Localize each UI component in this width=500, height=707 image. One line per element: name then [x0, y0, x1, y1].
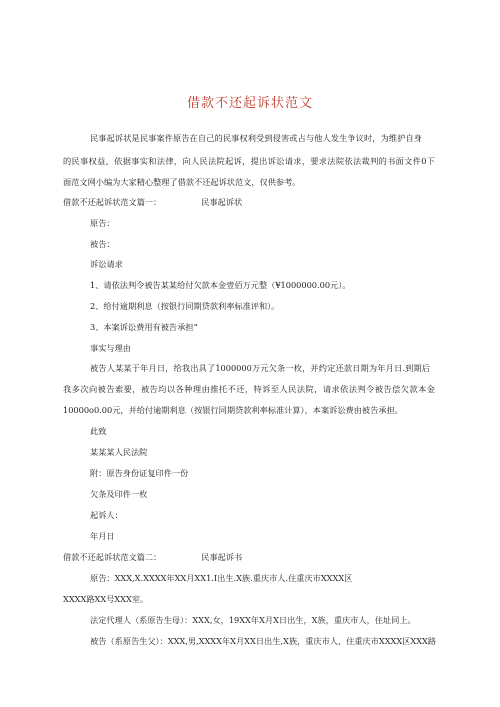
sample2-plaintiff-line-2: XXXX路XX号XXX室。 [63, 594, 149, 604]
sample2-agent: 法定代理人（系原告生母）：XXX,女，19XX年X月X日出生，X族，重庆市人，住址同上。 [90, 615, 416, 625]
sample1-closing: 此致 [90, 426, 107, 436]
sample1-heading-row [63, 197, 242, 207]
sample1-claims-heading: 诉讼请求 [90, 259, 123, 269]
sample2-doc-title: 民事起诉书 [201, 552, 243, 562]
sample1-attachment-2: 欠条及印件一枚 [90, 489, 148, 499]
intro-line-3: 面范文网小编为大家精心整理了借款不还起诉状范文，仅供参考。 [63, 177, 301, 187]
sample1-plaintiff: 原告： [90, 218, 115, 228]
sample2-heading-row [63, 552, 242, 562]
document-title: 借款不还起诉状范文 [186, 96, 313, 111]
sample1-claim-2: 2、给付逾期利息（按银行同期贷款利率标准评和）。 [90, 301, 280, 311]
sample1-court: 某某某人民法院 [90, 447, 148, 457]
sample2-heading: 借款不还起诉状范文篇二： [63, 552, 162, 562]
sample1-facts-heading: 事实与理由 [90, 343, 131, 353]
sample1-attachment-1: 附：原告身份证复印件一份 [90, 468, 189, 478]
sample1-defendant: 被告： [90, 239, 115, 249]
sample1-claim-3: 3、本案诉讼费用有被告承担“ [90, 322, 198, 332]
sample1-facts-line-1: 被告人某某于年月日，给我出具了1000000万元欠条一枚，并约定还款日期为年月日.到期后 [90, 363, 430, 373]
sample1-heading: 借款不还起诉状范文篇一： [63, 197, 162, 207]
sample1-date: 年月日 [90, 531, 115, 541]
sample1-doc-title: 民事起诉状 [201, 197, 243, 207]
sample2-defendant: 被告（系原告生父）：XXX,男,XXXX年X月XX日出生,X族，重庆市人，住重庆市XXXX区XXX路 [90, 636, 437, 646]
sample1-claim-1: 1、请依法判令被告某某给付欠款本金壹佰万元整（¥1000000.00元）。 [90, 280, 351, 290]
sample1-facts-line-3: 10000o0.00元，并给付逾期利息（按银行同期贷款利率标准计算），本案诉讼费由被告承担。 [63, 405, 403, 415]
sample1-facts-line-2: 我多次向被告索要，被告均以各种理由推托不还，特诉至人民法院，请求依法判令被告偿欠款本金 [63, 384, 435, 394]
intro-line-1: 民事起诉状是民事案件原告在自己的民事权利受到侵害或占与他人发生争议时，为维护自身 [90, 133, 422, 143]
sample2-plaintiff-line-1: 原告：XXX,X.XXXX年XX月XX1.I出生.X族.重庆市人.住重庆市XXXX区 [90, 573, 353, 583]
intro-line-2: 的民事权益，依据事实和法律，向人民法院起诉，提出诉讼请求，要求法院依法裁判的书面文件0下 [63, 156, 435, 166]
sample1-signer: 起诉人： [90, 510, 123, 520]
